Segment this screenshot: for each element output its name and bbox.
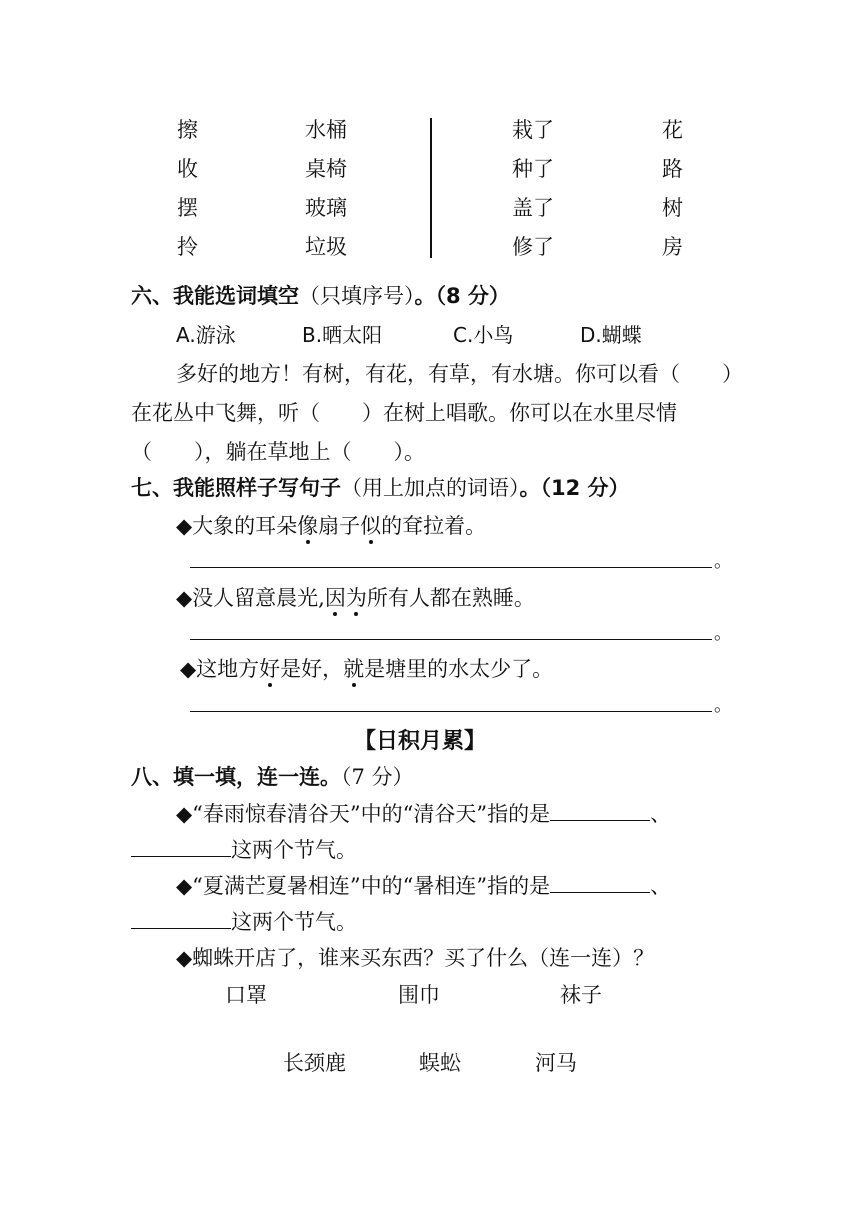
right-noun-2: 路 <box>662 157 683 181</box>
example-sentence-2: ◆没人留意晨光,因为所有人都在熟睡。 <box>176 586 535 610</box>
passage-line-1: 多好的地方！有树，有花，有草，有水塘。你可以看（ ） <box>176 362 743 386</box>
dotted-char: 似 <box>360 514 382 538</box>
left-verb-3: 摆 <box>177 196 198 220</box>
question-8-2-line-a: ◆“夏满芒夏暑相连”中的“暑相连”指的是 、 <box>176 874 672 898</box>
right-noun-4: 房 <box>662 235 683 259</box>
left-noun-1: 水桶 <box>305 118 347 142</box>
animal-hippo[interactable]: 河马 <box>535 1051 577 1075</box>
right-noun-1: 花 <box>662 118 683 142</box>
fill-blank[interactable] <box>131 836 231 857</box>
right-verb-4: 修了 <box>512 235 554 259</box>
section6-title: 六、我能选词填空 <box>131 284 299 308</box>
animal-giraffe[interactable]: 长颈鹿 <box>283 1051 346 1075</box>
example-sentence-1: ◆大象的耳朵像扇子似的耷拉着。 <box>176 514 487 538</box>
option-b: B.晒太阳 <box>302 323 383 347</box>
left-verb-1: 擦 <box>177 118 198 142</box>
item-socks[interactable]: 袜子 <box>560 983 602 1007</box>
section7-note: （用上加点的词语） <box>341 476 520 500</box>
dotted-char: 因 <box>324 586 346 610</box>
option-a: A.游泳 <box>176 323 236 347</box>
section8-title: 八、填一填，连一连。 <box>131 765 341 789</box>
section7-heading <box>131 472 630 502</box>
answer-line-1[interactable] <box>190 567 712 568</box>
answer-end-mark-2: 。 <box>714 623 732 644</box>
answer-line-2[interactable] <box>190 639 712 640</box>
dotted-char: 像 <box>297 514 319 538</box>
section7-title: 七、我能照样子写句子 <box>131 476 341 500</box>
example-sentence-3: ◆这地方好是好，就是塘里的水太少了。 <box>180 657 554 681</box>
section8-heading <box>131 761 414 791</box>
question-8-1-line-a: ◆“春雨惊春清谷天”中的“清谷天”指的是 、 <box>176 802 672 826</box>
section6-note: （只填序号） <box>299 284 415 308</box>
right-verb-2: 种了 <box>512 157 554 181</box>
fill-blank[interactable] <box>550 800 650 821</box>
passage-line-2: 在花丛中飞舞，听（ ）在树上唱歌。你可以在水里尽情 <box>131 401 677 425</box>
section6-score: 。（8 分） <box>414 284 510 308</box>
dotted-char: 为 <box>345 586 367 610</box>
answer-end-mark-1: 。 <box>714 551 732 572</box>
divider-line <box>430 118 432 258</box>
left-verb-4: 拎 <box>177 235 198 259</box>
section8-score: （7 分） <box>341 765 414 789</box>
item-scarf[interactable]: 围巾 <box>398 983 440 1007</box>
question-8-1-line-b: 这两个节气。 <box>131 834 357 864</box>
question-8-2-line-b: 这两个节气。 <box>131 906 357 936</box>
left-verb-2: 收 <box>177 157 198 181</box>
answer-end-mark-3: 。 <box>714 695 732 716</box>
item-mask[interactable]: 口罩 <box>225 983 267 1007</box>
left-noun-4: 垃圾 <box>305 235 347 259</box>
question-8-3: ◆蜘蛛开店了，谁来买东西？买了什么（连一连）？ <box>176 946 655 970</box>
left-noun-2: 桌椅 <box>305 157 347 181</box>
section6-heading <box>131 280 510 310</box>
animal-centipede[interactable]: 蜈蚣 <box>419 1051 461 1075</box>
fill-blank[interactable] <box>131 908 231 929</box>
option-c: C.小鸟 <box>453 323 514 347</box>
right-verb-1: 栽了 <box>512 118 554 142</box>
right-verb-3: 盖了 <box>512 196 554 220</box>
answer-line-3[interactable] <box>190 711 712 712</box>
dotted-char: 好 <box>259 657 281 681</box>
dotted-char: 就 <box>343 657 365 681</box>
left-noun-3: 玻璃 <box>305 196 347 220</box>
passage-line-3: （ ），躺在草地上（ ）。 <box>131 440 425 464</box>
option-d: D.蝴蝶 <box>580 323 642 347</box>
right-noun-3: 树 <box>662 196 683 220</box>
section7-score: 。（12 分） <box>519 476 630 500</box>
section-header-daily-accumulation: 【日积月累】 <box>354 729 487 754</box>
fill-blank[interactable] <box>550 872 650 893</box>
